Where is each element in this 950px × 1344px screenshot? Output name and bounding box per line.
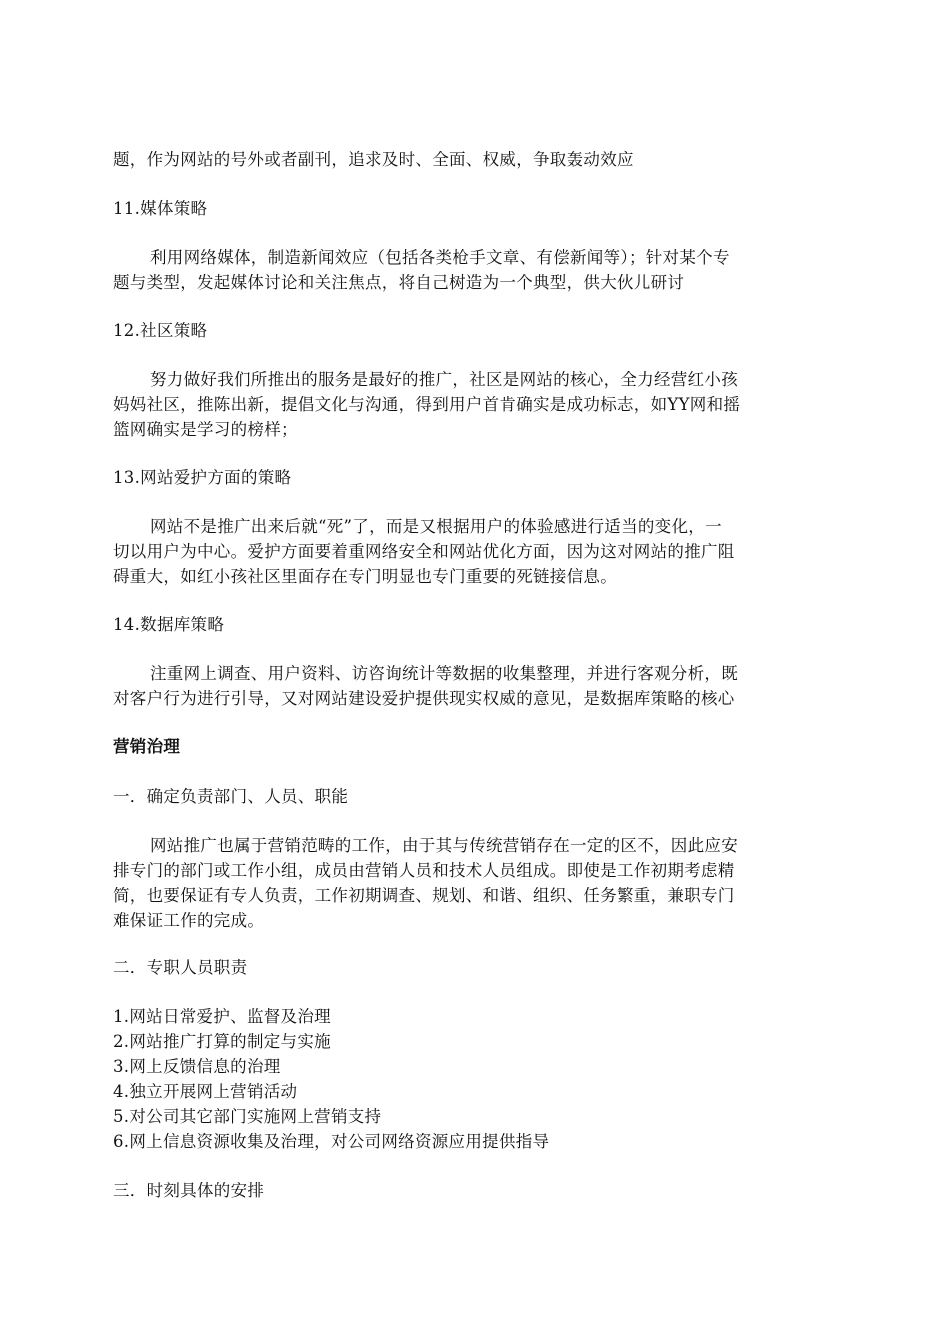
list-item: 3.网上反馈信息的治理 xyxy=(113,1057,281,1076)
paragraph-line: 难保证工作的完成。 xyxy=(113,911,265,930)
paragraph-line: 网站推广也属于营销范畴的工作，由于其与传统营销存在一定的区不，因此应安 xyxy=(150,836,738,855)
paragraph-line: 简，也要保证有专人负责，工作初期调查、规划、和谐、组织、任务繁重，兼职专门 xyxy=(113,886,735,905)
list-item: 6.网上信息资源收集及治理，对公司网络资源应用提供指导 xyxy=(113,1132,550,1151)
list-item: 5.对公司其它部门实施网上营销支持 xyxy=(113,1107,382,1126)
paragraph-line: 题，作为网站的号外或者副刊，追求及时、全面、权威，争取轰动效应 xyxy=(113,150,634,169)
paragraph-line: 妈妈社区，推陈出新，提倡文化与沟通，得到用户首肯确实是成功标志，如YY网和摇 xyxy=(113,395,741,414)
paragraph-line: 题与类型，发起媒体讨论和关注焦点，将自己树造为一个典型，供大伙儿研讨 xyxy=(113,273,685,292)
list-item: 2.网站推广打算的制定与实施 xyxy=(113,1032,331,1051)
heading-community-strategy: 12.社区策略 xyxy=(113,321,208,340)
list-item: 1.网站日常爱护、监督及治理 xyxy=(113,1007,331,1026)
heading-database-strategy: 14.数据库策略 xyxy=(113,615,225,634)
paragraph-line: 碍重大，如红小孩社区里面存在专门明显也专门重要的死链接信息。 xyxy=(113,567,617,586)
list-item: 4.独立开展网上营销活动 xyxy=(113,1082,298,1101)
paragraph-line: 篮网确实是学习的榜样； xyxy=(113,420,298,439)
subsection-heading: 三．时刻具体的安排 xyxy=(113,1181,265,1200)
paragraph-line: 注重网上调查、用户资料、访咨询统计等数据的收集整理，并进行客观分析，既 xyxy=(150,664,738,683)
section-title: 营销治理 xyxy=(113,737,181,756)
paragraph-line: 排专门的部门或工作小组，成员由营销人员和技术人员组成。即使是工作初期考虑精 xyxy=(113,861,735,880)
subsection-heading: 一．确定负责部门、人员、职能 xyxy=(113,787,349,806)
heading-media-strategy: 11.媒体策略 xyxy=(113,199,208,218)
paragraph-line: 利用网络媒体，制造新闻效应（包括各类枪手文章、有偿新闻等）；针对某个专 xyxy=(150,248,730,267)
heading-maintenance-strategy: 13.网站爱护方面的策略 xyxy=(113,468,292,487)
paragraph-line: 网站不是推广出来后就“死”了，而是又根据用户的体验感进行适当的变化，一 xyxy=(150,517,722,536)
paragraph-line: 切以用户为中心。爱护方面要着重网络安全和网站优化方面，因为这对网站的推广阻 xyxy=(113,542,735,561)
subsection-heading: 二．专职人员职责 xyxy=(113,958,248,977)
paragraph-line: 对客户行为进行引导，又对网站建设爱护提供现实权威的意见，是数据库策略的核心 xyxy=(113,689,735,708)
paragraph-line: 努力做好我们所推出的服务是最好的推广，社区是网站的核心，全力经营红小孩 xyxy=(150,370,738,389)
